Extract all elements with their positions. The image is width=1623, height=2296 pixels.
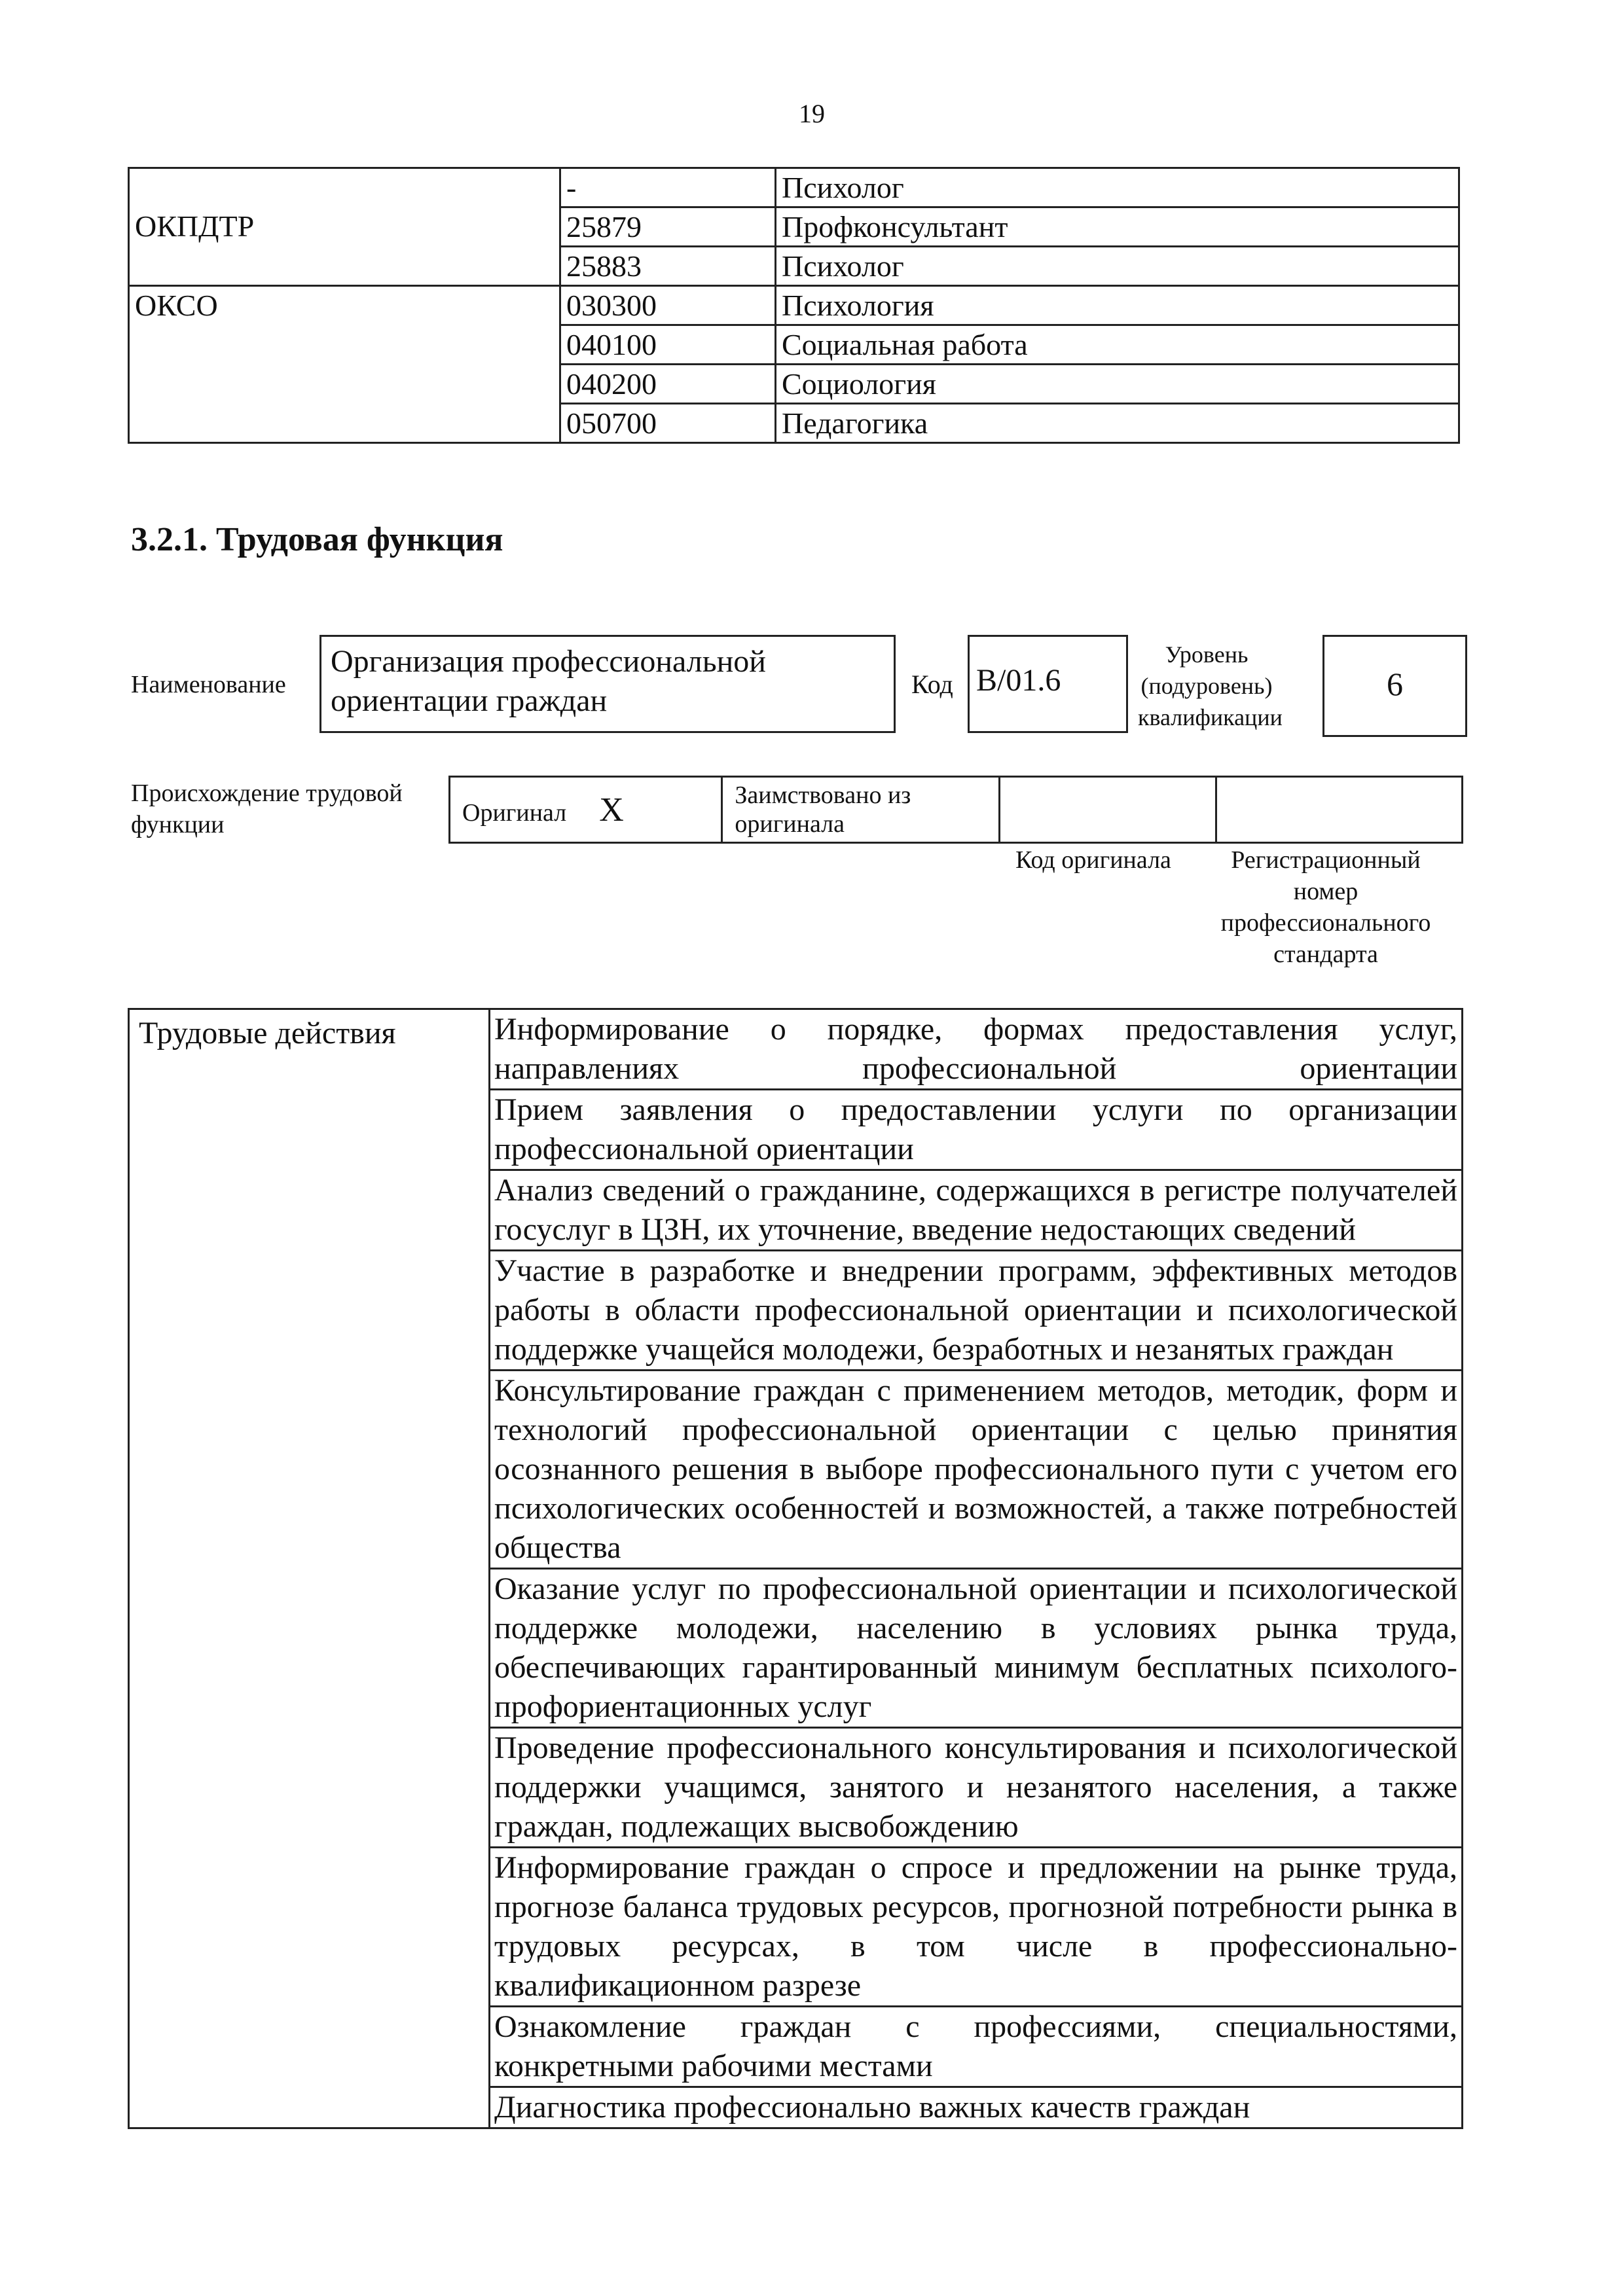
level-value-box: 6 (1322, 635, 1467, 737)
code-original-cell (999, 777, 1216, 843)
code-label: Код (911, 670, 953, 699)
classifier-title: Психолог (776, 168, 1459, 207)
level-label: Уровень (подуровень) квалификации (1138, 641, 1283, 730)
table-row (129, 207, 1459, 247)
labor-actions-label: Трудовые действия (129, 1009, 490, 2128)
code-original-label: Код оригинала (1015, 846, 1171, 874)
labor-action-item: Консультирование граждан с применением методов, методик, форм и технологий профессиональной ориентации с целью принятия осознанного решения в выборе профессионального пути с учетом его психологических особенностей и возможностей, а также потребностей общества (490, 1371, 1463, 1569)
origin-label: Происхождение трудовой функции (131, 780, 403, 838)
table-row (129, 1009, 1463, 1090)
labor-action-item: Ознакомление граждан с профессиями, специальностями, конкретными рабочими местами (490, 2007, 1463, 2087)
origin-table (448, 776, 1463, 844)
original-label: Оригинал (462, 798, 567, 827)
classifier-title: Профконсультант (776, 207, 1459, 247)
table-row (129, 247, 1459, 286)
section-heading: 3.2.1. Трудовая функция (131, 521, 503, 558)
reg-number-label: Регистрационный номер профессионального стандарта (1220, 846, 1431, 968)
labor-action-item: Прием заявления о предоставлении услуги по организации профессиональной ориентации (490, 1090, 1463, 1170)
function-name-box: Организация профессиональной ориентации граждан (319, 635, 896, 733)
classifier-table (128, 167, 1460, 444)
table-row (129, 286, 1459, 325)
labor-action-item: Информирование о порядке, формах предоставления услуг, направлениях профессиональной ориентации (490, 1009, 1463, 1090)
classifier-name (129, 325, 560, 365)
classifier-name: ОКПДТР (129, 207, 560, 247)
classifier-code: 25883 (560, 247, 776, 286)
classifier-name (129, 247, 560, 286)
classifier-code: 040100 (560, 325, 776, 365)
reg-number-cell (1216, 777, 1462, 843)
classifier-code: 050700 (560, 404, 776, 443)
borrowed-label: Заимствовано из оригинала (722, 777, 999, 843)
classifier-title: Социальная работа (776, 325, 1459, 365)
classifier-title: Психолог (776, 247, 1459, 286)
page-number: 19 (799, 99, 825, 128)
classifier-title: Психология (776, 286, 1459, 325)
function-code-box: B/01.6 (968, 635, 1128, 733)
table-row (129, 325, 1459, 365)
classifier-title: Социология (776, 365, 1459, 404)
classifier-code: 030300 (560, 286, 776, 325)
labor-action-item: Оказание услуг по профессиональной ориентации и психологической поддержке молодежи, населению в условиях рынка труда, обеспечивающих гарантированный минимум бесплатных психолого-профориентационных услуг (490, 1569, 1463, 1728)
classifier-code: 25879 (560, 207, 776, 247)
original-mark: X (599, 791, 624, 829)
classifier-name (129, 168, 560, 207)
labor-action-item: Информирование граждан о спросе и предложении на рынке труда, прогнозе баланса трудовых ресурсов, прогнозной потребности рынка в трудовых ресурсах, в том числе в профессионально-квалификационном разрезе (490, 1848, 1463, 2007)
original-cell (450, 777, 722, 843)
labor-action-item: Диагностика профессионально важных качеств граждан (490, 2087, 1463, 2128)
classifier-name: ОКСО (129, 286, 560, 325)
labor-action-item: Участие в разработке и внедрении программ, эффективных методов работы в области профессиональной ориентации и психологической поддержке учащейся молодежи, безработных и незанятых граждан (490, 1251, 1463, 1371)
table-row (129, 168, 1459, 207)
labor-action-item: Проведение профессионального консультирования и психологической поддержки учащимся, занятого и незанятого населения, а также граждан, подлежащих высвобождению (490, 1728, 1463, 1848)
classifier-title: Педагогика (776, 404, 1459, 443)
table-row (129, 365, 1459, 404)
classifier-code: - (560, 168, 776, 207)
name-label: Наименование (131, 671, 286, 698)
table-row (129, 404, 1459, 443)
classifier-code: 040200 (560, 365, 776, 404)
classifier-name (129, 404, 560, 443)
labor-actions-table (128, 1008, 1463, 2129)
table-row (450, 777, 1463, 843)
labor-action-item: Анализ сведений о гражданине, содержащихся в регистре получателей госуслуг в ЦЗН, их уточнение, введение недостающих сведений (490, 1170, 1463, 1251)
classifier-name (129, 365, 560, 404)
